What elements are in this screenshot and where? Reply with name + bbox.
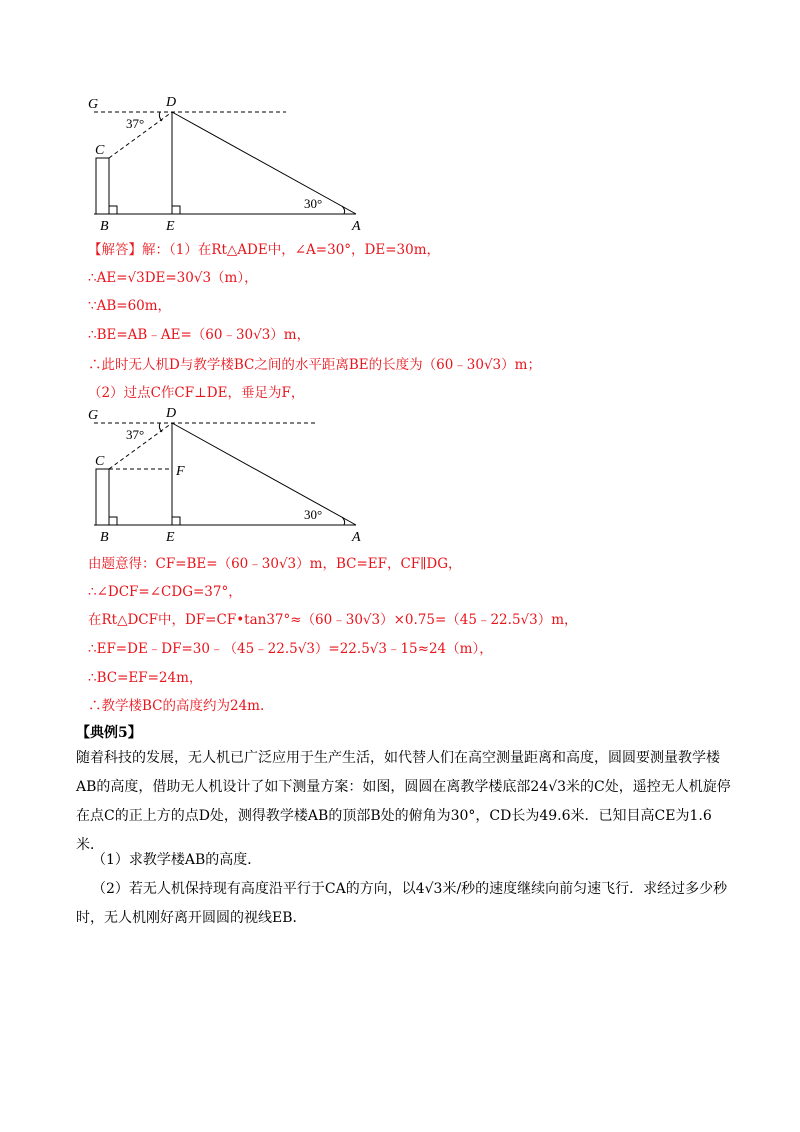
- question-2: （2）若无人机保持现有高度沿平行于CA的方向，以4√3米/秒的速度继续向前匀速飞行．求经过多少秒时，无人机刚好离开圆圆的视线EB．: [76, 881, 728, 926]
- example-title: 【典例5】: [76, 725, 142, 741]
- label-a: A: [352, 530, 361, 545]
- solution-line-9: 在Rt△DCF中，DF=CF•tan37°≈（60﹣30√3）×0.75=（45﹣22.5√3）m，: [88, 612, 578, 628]
- solution-line-3: ∵AB=60m，: [88, 298, 172, 314]
- label-e: E: [166, 530, 175, 545]
- geometry-diagram-2: [80, 403, 380, 548]
- solution-line-10: ∴EF=DE﹣DF=30﹣（45﹣22.5√3）=22.5√3﹣15≈24（m），: [88, 641, 493, 657]
- label-g: G: [88, 97, 99, 112]
- solution-line-4: ∴BE=AB﹣AE=（60﹣30√3）m，: [88, 327, 311, 343]
- geometry-diagram-1: [80, 92, 380, 237]
- label-f: F: [176, 464, 185, 479]
- solution-line-8: ∴∠DCF=∠CDG=37°，: [88, 584, 242, 600]
- solution-line-5: ∴此时无人机D与教学楼BC之间的水平距离BE的长度为（60﹣30√3）m；: [88, 357, 541, 373]
- angle-37: 37°: [126, 427, 145, 442]
- figure-1: [80, 92, 380, 237]
- label-e: E: [166, 219, 175, 234]
- label-d: D: [166, 406, 177, 421]
- solution-line-1: 【解答】解：（1）在Rt△ADE中，∠A=30°，DE=30m，: [88, 242, 441, 258]
- angle-30: 30°: [304, 196, 323, 211]
- solution-line-12: ∴教学楼BC的高度约为24m.: [88, 698, 265, 714]
- label-c: C: [95, 143, 105, 158]
- angle-37: 37°: [126, 116, 145, 131]
- label-g: G: [88, 408, 99, 423]
- label-d: D: [166, 95, 177, 110]
- solution-line-11: ∴BC=EF=24m，: [88, 670, 203, 686]
- example-body: 随着科技的发展，无人机已广泛应用于生产生活，如代替人们在高空测量距离和高度，圆圆要测量教学楼AB的高度，借助无人机设计了如下测量方案：如图，圆圆在离教学楼底部24√3米的C处，遥控无人机旋停在点C的正上方的点D处，测得教学楼AB的顶部B处的俯角为30°，CD长为49.6米．已知目高CE为1.6米．: [76, 750, 731, 853]
- label-a: A: [352, 219, 361, 234]
- solution-line-7: 由题意得：CF=BE=（60﹣30√3）m，BC=EF，CF∥DG，: [88, 556, 462, 572]
- label-b: B: [100, 219, 109, 234]
- solution-line-2: ∴AE=√3DE=30√3（m），: [88, 270, 258, 286]
- angle-30: 30°: [304, 507, 323, 522]
- label-b: B: [100, 530, 109, 545]
- question-1: （1）求教学楼AB的高度．: [92, 852, 262, 868]
- label-c: C: [95, 454, 105, 469]
- figure-2: [80, 403, 380, 548]
- solution-line-6: （2）过点C作CF⊥DE，垂足为F，: [88, 385, 305, 401]
